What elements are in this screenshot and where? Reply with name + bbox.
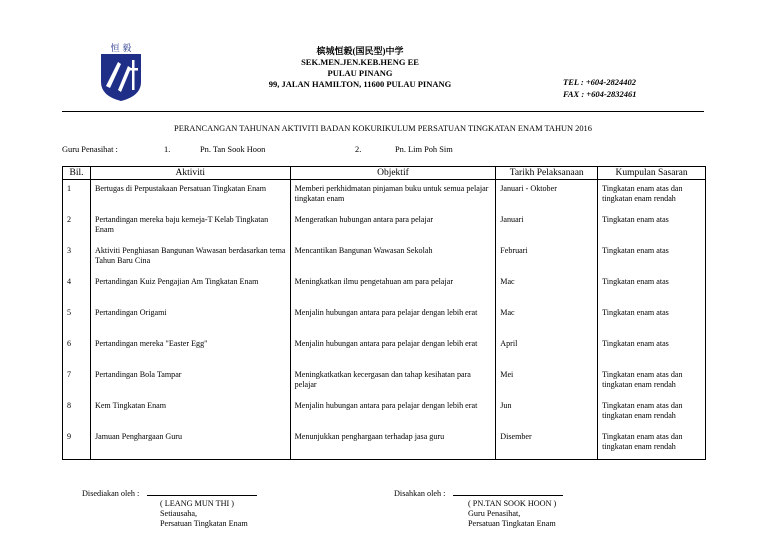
- table-row: [63, 304, 706, 335]
- cell-objektif: Meningkatkatkan kecergasan dan tahap kesihatan para pelajar: [290, 366, 496, 397]
- school-name: SEK.MEN.JEN.KEB.HENG EE: [301, 57, 419, 67]
- school-chinese-name: 槟城恒毅(国民型)中学: [316, 46, 404, 56]
- header-tarikh: Tarikh Pelaksanaan: [496, 167, 598, 180]
- cell-objektif: Mengeratkan hubungan antara para pelajar: [290, 211, 496, 242]
- cell-sasaran: Tingkatan enam atas dan tingkatan enam rendah: [598, 366, 706, 397]
- prepared-by-org: Persatuan Tingkatan Enam: [160, 519, 248, 528]
- cell-objektif: Memberi perkhidmatan pinjaman buku untuk semua pelajar tingkatan enam: [290, 180, 496, 212]
- cell-aktiviti: Pertandingan Bola Tampar: [90, 366, 290, 397]
- cell-objektif: Meningkatkan ilmu pengetahuan am para pelajar: [290, 273, 496, 304]
- cell-aktiviti: Pertandingan Origami: [90, 304, 290, 335]
- table-row: [63, 366, 706, 397]
- cell-sasaran: Tingkatan enam atas: [598, 242, 706, 273]
- cell-objektif: Menjalin hubungan antara para pelajar dengan lebih erat: [290, 335, 496, 366]
- table-row: [63, 242, 706, 273]
- prepared-by-block: [82, 487, 257, 529]
- advisor-name-2: Pn. Lim Poh Sim: [395, 145, 453, 154]
- approved-by-org: Persatuan Tingkatan Enam: [468, 519, 556, 528]
- approved-signature-line: [453, 487, 563, 496]
- header-bil: Bil.: [63, 167, 91, 180]
- cell-tarikh: Mac: [496, 304, 598, 335]
- cell-objektif: Menjalin hubungan antara para pelajar dengan lebih erat: [290, 304, 496, 335]
- prepared-by-label: Disediakan oleh :: [82, 489, 140, 498]
- table-row: [63, 335, 706, 366]
- cell-tarikh: Disember: [496, 428, 598, 460]
- advisor-number-1: 1.: [164, 145, 171, 154]
- header-divider: [62, 111, 704, 112]
- telephone-number: TEL : +604-2824402: [563, 77, 636, 87]
- table-row: [63, 428, 706, 460]
- prepared-by-role: Setiausaha,: [160, 509, 198, 518]
- cell-aktiviti: Pertandingan mereka baju kemeja-T Kelab Tingkatan Enam: [90, 211, 290, 242]
- cell-bil: 5: [63, 304, 91, 335]
- cell-bil: 6: [63, 335, 91, 366]
- header-objektif: Objektif: [290, 167, 496, 180]
- cell-tarikh: April: [496, 335, 598, 366]
- cell-aktiviti: Kem Tingkatan Enam: [90, 397, 290, 428]
- document-title: PERANCANGAN TAHUNAN AKTIVITI BADAN KOKURIKULUM PERSATUAN TINGKATAN ENAM TAHUN 2016: [174, 124, 592, 133]
- cell-tarikh: Februari: [496, 242, 598, 273]
- cell-aktiviti: Bertugas di Perpustakaan Persatuan Tingkatan Enam: [90, 180, 290, 212]
- cell-tarikh: Januari: [496, 211, 598, 242]
- cell-sasaran: Tingkatan enam atas dan tingkatan enam rendah: [598, 428, 706, 460]
- table-row: [63, 273, 706, 304]
- cell-bil: 7: [63, 366, 91, 397]
- school-crest-logo: [98, 42, 144, 102]
- cell-bil: 2: [63, 211, 91, 242]
- table-row: [63, 180, 706, 212]
- prepared-by-name: ( LEANG MUN THI ): [160, 499, 234, 508]
- cell-aktiviti: Pertandingan mereka "Easter Egg": [90, 335, 290, 366]
- advisor-name-1: Pn. Tan Sook Hoon: [200, 145, 266, 154]
- cell-aktiviti: Jamuan Penghargaan Guru: [90, 428, 290, 460]
- cell-aktiviti: Aktiviti Penghiasan Bangunan Wawasan berdasarkan tema Tahun Baru Cina: [90, 242, 290, 273]
- cell-sasaran: Tingkatan enam atas: [598, 273, 706, 304]
- header-aktiviti: Aktiviti: [90, 167, 290, 180]
- cell-tarikh: Mei: [496, 366, 598, 397]
- advisor-number-2: 2.: [355, 145, 362, 154]
- cell-sasaran: Tingkatan enam atas dan tingkatan enam rendah: [598, 180, 706, 212]
- cell-sasaran: Tingkatan enam atas: [598, 304, 706, 335]
- cell-bil: 9: [63, 428, 91, 460]
- cell-objektif: Menunjukkan penghargaan terhadap jasa guru: [290, 428, 496, 460]
- prepared-signature-line: [147, 487, 257, 496]
- cell-bil: 3: [63, 242, 91, 273]
- school-address: 99, JALAN HAMILTON, 11600 PULAU PINANG: [268, 79, 452, 89]
- advisors-label: Guru Penasihat :: [62, 145, 118, 154]
- cell-bil: 1: [63, 180, 91, 212]
- fax-number: FAX : +604-2832461: [563, 89, 637, 99]
- cell-bil: 4: [63, 273, 91, 304]
- approved-by-role: Guru Penasihat,: [468, 509, 521, 518]
- activity-plan-table: [62, 166, 706, 460]
- cell-tarikh: Januari - Oktober: [496, 180, 598, 212]
- cell-objektif: Menjalin hubungan antara para pelajar dengan lebih erat: [290, 397, 496, 428]
- table-header-row: [63, 167, 706, 180]
- table-row: [63, 397, 706, 428]
- cell-tarikh: Mac: [496, 273, 598, 304]
- approved-by-name: ( PN.TAN SOOK HOON ): [468, 499, 557, 508]
- school-header: [230, 46, 490, 90]
- approved-by-block: [394, 487, 563, 529]
- contact-info: [563, 76, 636, 100]
- svg-text:恒 毅: 恒 毅: [110, 44, 132, 54]
- cell-sasaran: Tingkatan enam atas dan tingkatan enam rendah: [598, 397, 706, 428]
- approved-by-label: Disahkan oleh :: [394, 489, 446, 498]
- cell-bil: 8: [63, 397, 91, 428]
- cell-tarikh: Jun: [496, 397, 598, 428]
- cell-sasaran: Tingkatan enam atas: [598, 335, 706, 366]
- cell-sasaran: Tingkatan enam atas: [598, 211, 706, 242]
- cell-objektif: Mencantikan Bangunan Wawasan Sekolah: [290, 242, 496, 273]
- cell-aktiviti: Pertandingan Kuiz Pengajian Am Tingkatan Enam: [90, 273, 290, 304]
- advisors-line: [62, 145, 704, 157]
- school-city: PULAU PINANG: [327, 68, 393, 78]
- header-sasaran: Kumpulan Sasaran: [598, 167, 706, 180]
- table-row: [63, 211, 706, 242]
